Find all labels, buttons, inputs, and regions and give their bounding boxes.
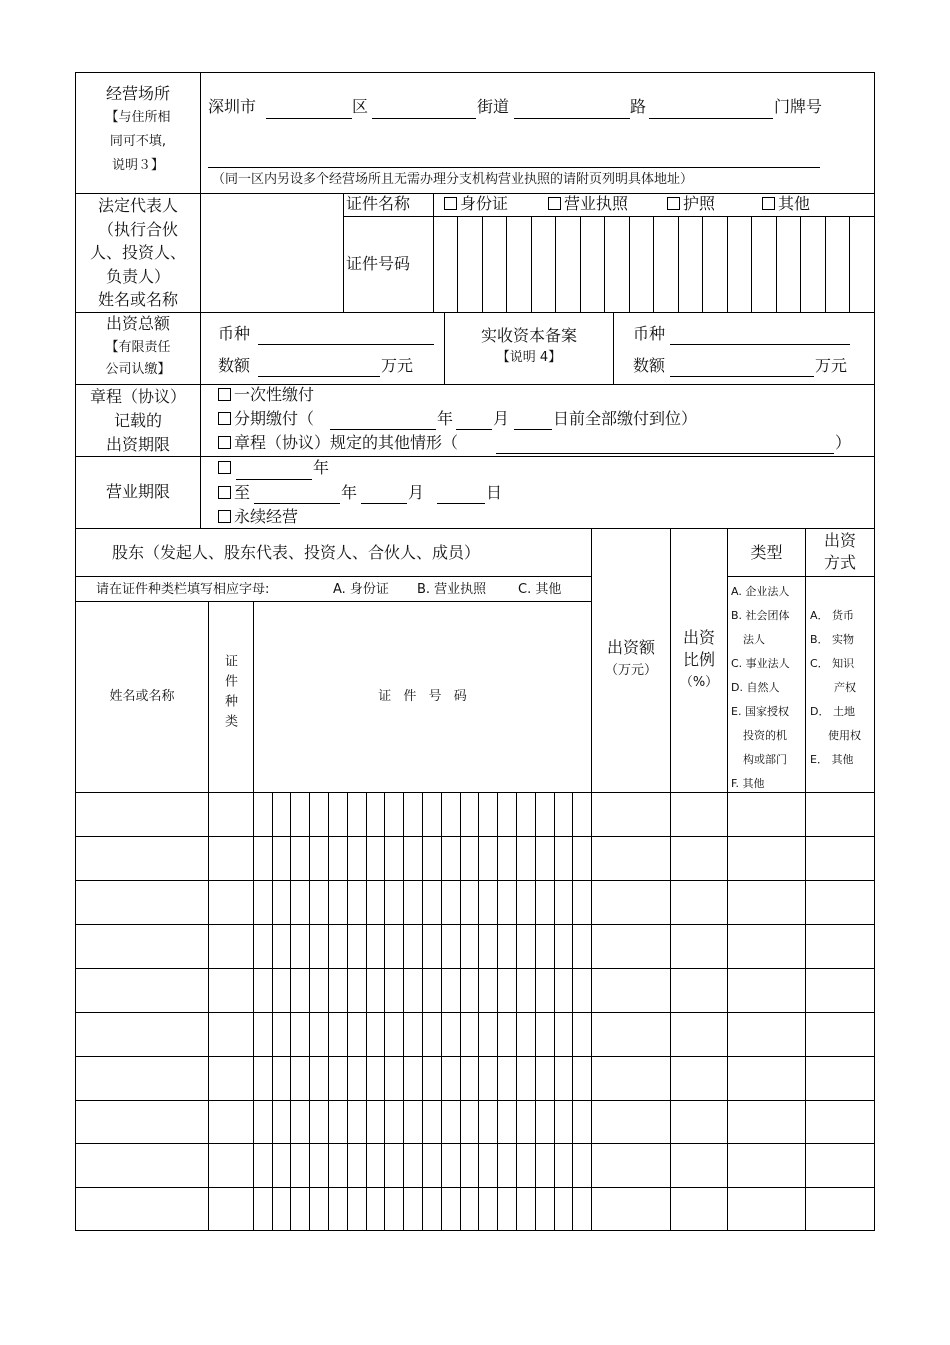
- cert-option-license[interactable]: [548, 194, 628, 214]
- kind-option-a: A. 企业法人: [731, 585, 790, 598]
- term-other-input[interactable]: [496, 453, 834, 454]
- paid-amount-unit: 万元: [815, 356, 848, 375]
- checkbox-icon: [218, 486, 231, 499]
- term-label-2: 记载的: [113, 411, 162, 430]
- cert-option-other-label: 其他: [778, 194, 811, 213]
- term-label: [76, 385, 200, 457]
- col-amount-unit: （万元）: [604, 663, 657, 678]
- method-option-c: C． 知识: [810, 657, 855, 670]
- street-input[interactable]: [372, 118, 476, 119]
- legal-rep-label-5: 姓名或名称: [97, 290, 178, 309]
- period-until-day-label: 日: [486, 483, 503, 502]
- cert-option-other[interactable]: [762, 194, 810, 214]
- installment-year-input[interactable]: [330, 429, 436, 430]
- location-note-1: 【与住所相: [105, 110, 171, 125]
- amount-input[interactable]: [258, 376, 380, 377]
- col-ratio-label-1: 出资: [682, 628, 715, 647]
- period-until-year-label: 年: [341, 483, 358, 502]
- installment-year-label: 年: [437, 409, 454, 428]
- col-ratio-header: [671, 627, 727, 691]
- kind-options: [731, 580, 790, 796]
- address-extra-input[interactable]: [208, 167, 820, 168]
- col-method-label-1: 出资: [823, 531, 856, 550]
- cert-no-label: 证件号码: [346, 254, 411, 273]
- period-option-until[interactable]: [218, 483, 250, 503]
- location-label-block: [76, 84, 200, 174]
- amount-label: 数额: [218, 356, 251, 375]
- col-type-header: 证件种类: [222, 654, 237, 734]
- period-perpetual-label: 永续经营: [234, 507, 299, 526]
- term-option-other[interactable]: [218, 433, 458, 453]
- method-option-a: A． 货币: [810, 609, 855, 622]
- col-amount-label: 出资额: [606, 638, 655, 657]
- kind-option-b: B. 社会团体: [731, 609, 790, 622]
- capital-note-1: 【有限责任: [105, 340, 171, 355]
- checkbox-icon: [218, 436, 231, 449]
- kind-option-e2: 投资的机: [743, 729, 787, 742]
- legal-rep-label-3: 人、投资人、: [89, 243, 186, 262]
- paid-capital-note: 【说明 4】: [496, 350, 562, 365]
- cert-option-license-label: 营业执照: [564, 194, 629, 213]
- location-note-2: 同可不填,: [109, 134, 167, 149]
- cert-option-passport-label: 护照: [683, 194, 716, 213]
- legal-rep-label-2: （执行合伙: [97, 219, 178, 239]
- paid-capital-label: 实收资本备案: [480, 326, 577, 345]
- installment-day-label: 日前全部缴付到位）: [553, 409, 698, 428]
- checkbox-icon: [218, 510, 231, 523]
- currency-input[interactable]: [258, 344, 434, 345]
- kind-option-d: D. 自然人: [731, 681, 780, 694]
- road-label: 路: [630, 97, 647, 116]
- amount-unit: 万元: [381, 356, 414, 375]
- district-input[interactable]: [266, 118, 352, 119]
- installment-month-label: 月: [493, 409, 510, 428]
- term-option-once[interactable]: [218, 385, 314, 405]
- col-name-header: 姓名或名称: [109, 689, 175, 704]
- shareholders-hint-a: A. 身份证: [333, 582, 389, 597]
- period-option-years[interactable]: [218, 458, 234, 478]
- capital-label-block: [76, 314, 200, 378]
- term-option-installment-label: 分期缴付（: [234, 409, 315, 428]
- period-years-label: 年: [313, 458, 330, 477]
- checkbox-icon: [444, 197, 457, 210]
- checkbox-icon: [218, 388, 231, 401]
- location-label: 经营场所: [105, 84, 170, 103]
- capital-label: 出资总额: [105, 314, 170, 333]
- col-ratio-label-2: 比例: [682, 650, 715, 669]
- method-option-c2: 产权: [834, 681, 856, 694]
- term-label-3: 出资期限: [105, 435, 170, 454]
- capital-note-2: 公司认缴】: [105, 362, 171, 377]
- term-option-once-label: 一次性缴付: [234, 385, 315, 404]
- checkbox-icon: [218, 412, 231, 425]
- paid-currency-label: 币种: [633, 324, 666, 343]
- paid-capital-block: [445, 326, 613, 366]
- kind-option-c: C. 事业法人: [731, 657, 790, 670]
- shareholders-hint-c: C. 其他: [518, 582, 562, 597]
- shareholders-hint-b: B. 营业执照: [417, 582, 487, 597]
- door-label: 门牌号: [774, 97, 823, 116]
- cert-option-id[interactable]: [444, 194, 508, 214]
- shareholders-hint: 请在证件种类栏填写相应字母:: [96, 582, 270, 597]
- col-method-label-2: 方式: [823, 553, 856, 572]
- period-until-month-label: 月: [408, 483, 425, 502]
- checkbox-icon: [762, 197, 775, 210]
- term-option-installment[interactable]: [218, 409, 314, 429]
- business-period-label: 营业期限: [105, 482, 170, 501]
- checkbox-icon: [548, 197, 561, 210]
- shareholder-rows[interactable]: [76, 793, 874, 1230]
- col-kind-header: 类型: [750, 543, 783, 562]
- col-no-header: 证 件 号 码: [378, 689, 467, 704]
- term-other-close: ）: [835, 433, 852, 452]
- period-until-month-input[interactable]: [361, 503, 407, 504]
- period-years-input[interactable]: [236, 479, 312, 480]
- cert-option-id-label: 身份证: [460, 194, 509, 213]
- district-label: 区: [352, 97, 369, 116]
- legal-rep-name-input[interactable]: [201, 194, 343, 312]
- col-ratio-unit: （%）: [679, 675, 719, 690]
- street-label: 街道: [477, 97, 510, 116]
- kind-option-e3: 构或部门: [743, 753, 787, 766]
- checkbox-icon: [667, 197, 680, 210]
- period-until-year-input[interactable]: [254, 503, 340, 504]
- road-input[interactable]: [514, 118, 630, 119]
- location-note-3: 说明３】: [111, 158, 164, 173]
- period-until-day-input[interactable]: [437, 503, 485, 504]
- kind-option-b2: 法人: [743, 633, 765, 646]
- term-option-other-label: 章程（协议）规定的其他情形（: [234, 433, 459, 452]
- installment-month-input[interactable]: [456, 429, 492, 430]
- method-option-b: B． 实物: [810, 633, 855, 646]
- paid-currency-input[interactable]: [670, 344, 850, 345]
- shareholders-title: 股东（发起人、股东代表、投资人、合伙人、成员）: [112, 543, 481, 562]
- city-label: 深圳市: [208, 97, 257, 116]
- term-label-1: 章程（协议）: [89, 387, 186, 406]
- location-remark: （同一区内另设多个经营场所且无需办理分支机构营业执照的请附页列明具体地址）: [212, 172, 694, 187]
- cert-name-label: 证件名称: [346, 194, 411, 213]
- cert-option-passport[interactable]: [667, 194, 715, 214]
- period-option-perpetual[interactable]: [218, 507, 298, 527]
- method-option-d: D． 土地: [810, 705, 855, 718]
- method-option-e: E． 其他: [810, 753, 854, 766]
- paid-amount-input[interactable]: [670, 376, 814, 377]
- door-input[interactable]: [649, 118, 773, 119]
- legal-rep-label: [76, 194, 200, 312]
- legal-rep-label-4: 负责人）: [105, 266, 170, 286]
- col-amount-header: [592, 638, 670, 679]
- kind-option-e: E. 国家授权: [731, 705, 789, 718]
- method-option-d2: 使用权: [828, 729, 861, 742]
- period-until-label: 至: [234, 483, 251, 502]
- col-method-header: [806, 530, 874, 574]
- installment-day-input[interactable]: [514, 429, 552, 430]
- checkbox-icon: [218, 461, 231, 474]
- legal-rep-label-1: 法定代表人: [97, 196, 178, 215]
- kind-option-f: F. 其他: [731, 777, 765, 790]
- method-options: [810, 604, 861, 772]
- paid-amount-label: 数额: [633, 356, 666, 375]
- currency-label: 币种: [218, 324, 251, 343]
